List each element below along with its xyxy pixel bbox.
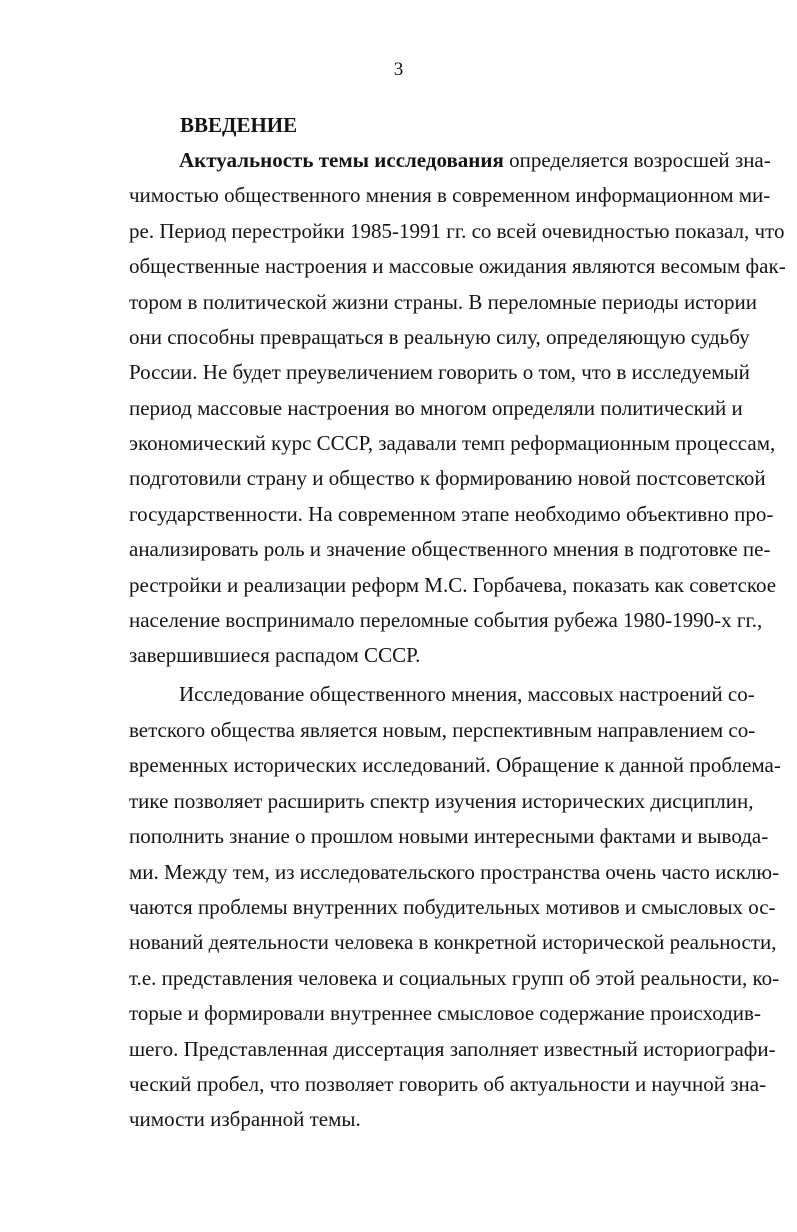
paragraph-2-line: ми. Между тем, из исследовательского пространства очень часто исклю- [129, 860, 780, 884]
paragraph-1-line: государственности. На современном этапе необходимо объективно про- [129, 502, 774, 526]
paragraph-1-lead: Актуальность темы исследования [179, 148, 504, 172]
paragraph-1-line: тором в политической жизни страны. В переломные периоды истории [129, 290, 757, 314]
paragraph-1-line: экономический курс СССР, задавали темп реформационным процессам, [129, 431, 776, 455]
paragraph-2-line: нований деятельности человека в конкретной исторической реальности, [129, 930, 777, 954]
paragraph-2-line: ческий пробел, что позволяет говорить об актуальности и научной зна- [129, 1072, 767, 1096]
paragraph-2-line: ветского общества является новым, перспективным направлением со- [129, 718, 756, 742]
paragraph-2-line: пополнить знание о прошлом новыми интересными фактами и вывода- [129, 824, 769, 848]
paragraph-1-line: рестройки и реализации реформ М.С. Горбачева, показать как советское [129, 573, 777, 597]
paragraph-1-line: ре. Период перестройки 1985-1991 гг. со всей очевидностью показал, что [129, 219, 785, 243]
paragraph-2-line: чимости избранной темы. [129, 1107, 361, 1131]
paragraph-2-line: временных исторических исследований. Обращение к данной проблема- [129, 753, 781, 777]
paragraph-1-line: завершившиеся распадом СССР. [129, 643, 421, 667]
paragraph-2-line: т.е. представления человека и социальных групп об этой реальности, ко- [129, 966, 780, 990]
paragraph-1-line: общественные настроения и массовые ожидания являются весомым фак- [129, 254, 786, 278]
section-heading: ВВЕДЕНИЕ [180, 113, 298, 137]
paragraph-1-line: население воспринимало переломные события рубежа 1980-1990-х гг., [129, 608, 763, 632]
paragraph-1-line: они способны превращаться в реальную силу, определяющую судьбу [129, 325, 750, 349]
paragraph-2-line: Исследование общественного мнения, массовых настроений со- [179, 682, 755, 706]
paragraph-1-line: подготовили страну и общество к формированию новой постсоветской [129, 466, 766, 490]
paragraph-1-line: России. Не будет преувеличением говорить о том, что в исследуемый [129, 360, 750, 384]
paragraph-1-line: чимостью общественного мнения в современном информационном ми- [129, 183, 771, 207]
paragraph-2-line: тике позволяет расширить спектр изучения исторических дисциплин, [129, 789, 754, 813]
paragraph-2-line: торые и формировали внутреннее смысловое содержание происходив- [129, 1001, 761, 1025]
paragraph-2-line: чаются проблемы внутренних побудительных мотивов и смысловых ос- [129, 895, 776, 919]
paragraph-2-line: шего. Представленная диссертация заполняет известный историографи- [129, 1037, 776, 1061]
paragraph-1-line: период массовые настроения во многом определяли политический и [129, 396, 743, 420]
paragraph-1-line: Актуальность темы исследования определяется возросшей зна- [179, 148, 771, 172]
paragraph-1-line: анализировать роль и значение общественного мнения в подготовке пе- [129, 537, 771, 561]
page-number: 3 [393, 59, 404, 80]
